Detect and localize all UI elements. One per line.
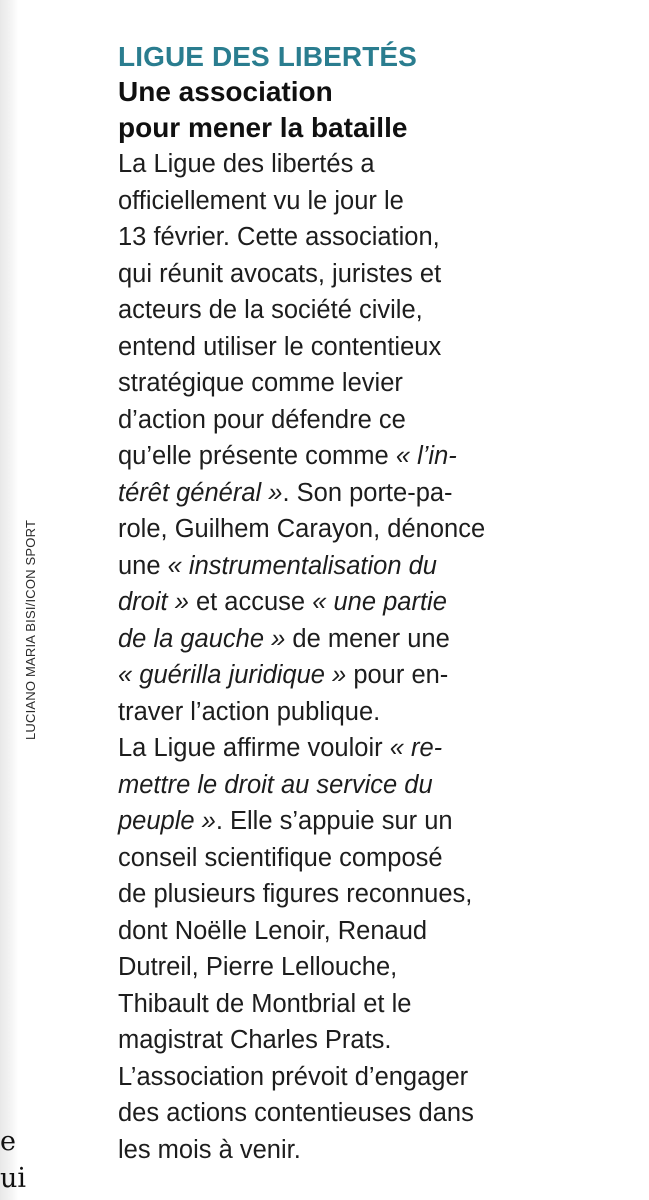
body-line: [118, 365, 638, 402]
body-line: [118, 657, 638, 694]
article-headline: [118, 74, 638, 146]
body-text-segment: conseil scientifique composé: [118, 843, 443, 872]
body-text-segment: entend utiliser le contentieux: [118, 332, 442, 361]
body-text-segment: La Ligue affirme vouloir: [118, 734, 390, 762]
body-text-segment: d’action pour défendre ce: [118, 405, 406, 434]
quoted-text: « une partie: [312, 588, 447, 616]
body-text-segment: de mener une: [285, 624, 450, 653]
quoted-text: térêt général »: [118, 478, 283, 507]
body-line: [118, 1022, 638, 1059]
body-text-segment: role, Guilhem Carayon, dénonce: [118, 515, 486, 543]
body-text-segment: Dutreil, Pierre Lellouche,: [118, 953, 398, 981]
body-line: [118, 548, 638, 585]
body-text-segment: de plusieurs figures reconnues,: [118, 880, 473, 908]
body-line: [118, 1132, 638, 1169]
body-line: [118, 1059, 638, 1096]
quoted-text: de la gauche »: [118, 624, 286, 653]
body-line: [118, 840, 638, 877]
body-line: [118, 511, 638, 548]
body-text-segment: . Elle s’appuie sur un: [215, 807, 453, 835]
body-line: [118, 475, 638, 512]
body-text-segment: une: [118, 551, 168, 580]
body-line: [118, 183, 638, 220]
body-text-segment: stratégique comme levier: [118, 369, 403, 397]
body-text-segment: traver l’action publique.: [118, 697, 381, 726]
body-text-segment: et accuse: [188, 588, 313, 616]
body-text-segment: Thibault de Montbrial et le: [118, 989, 412, 1018]
adjacent-column-fragment: e: [0, 1126, 16, 1157]
body-line: [118, 219, 638, 256]
body-line: [118, 292, 638, 329]
quoted-text: « re-: [389, 734, 443, 762]
body-line: [118, 329, 638, 366]
body-text-segment: pour en-: [346, 661, 449, 689]
body-text-segment: des actions contentieuses dans: [118, 1099, 474, 1127]
body-text-segment: magistrat Charles Prats.: [118, 1026, 392, 1054]
body-line: [118, 876, 638, 913]
body-line: [118, 803, 638, 840]
quoted-text: mettre le droit au service du: [118, 770, 433, 799]
adjacent-column-fragment: ui: [0, 1163, 27, 1194]
body-text-segment: 13 février. Cette association,: [118, 223, 440, 251]
page-gutter: [0, 0, 18, 1200]
body-line: [118, 1095, 638, 1132]
body-text-segment: dont Noëlle Lenoir, Renaud: [118, 916, 428, 945]
article-body: [118, 146, 638, 1168]
body-text-segment: les mois à venir.: [118, 1135, 301, 1164]
headline-line: Une association: [118, 76, 333, 107]
quoted-text: « guérilla juridique »: [118, 661, 347, 689]
body-text-segment: officiellement vu le jour le: [118, 186, 404, 215]
body-text-segment: acteurs de la société civile,: [118, 296, 423, 324]
body-text-segment: La Ligue des libertés a: [118, 150, 375, 178]
body-text-segment: L’association prévoit d’engager: [118, 1062, 469, 1091]
body-text-segment: qu’elle présente comme: [118, 442, 396, 470]
body-line: [118, 256, 638, 293]
body-line: [118, 621, 638, 658]
article-kicker: LIGUE DES LIBERTÉS: [118, 41, 417, 72]
headline-line: pour mener la bataille: [118, 112, 408, 143]
quoted-text: droit »: [118, 588, 189, 616]
quoted-text: « instrumentalisation du: [167, 551, 437, 580]
body-line: [118, 694, 638, 731]
article-box: [118, 40, 638, 1168]
body-line: [118, 986, 638, 1023]
body-line: [118, 146, 638, 183]
body-text-segment: . Son porte-pa-: [282, 478, 453, 507]
body-line: [118, 913, 638, 950]
body-text-segment: qui réunit avocats, juristes et: [118, 259, 442, 288]
body-line: [118, 730, 638, 767]
quoted-text: « l’in-: [395, 442, 457, 470]
body-line: [118, 767, 638, 804]
body-line: [118, 949, 638, 986]
body-line: [118, 584, 638, 621]
photo-credit: LUCIANO MARIA BISI/ICON SPORT: [23, 519, 38, 740]
body-line: [118, 402, 638, 439]
body-line: [118, 438, 638, 475]
quoted-text: peuple »: [118, 807, 216, 835]
